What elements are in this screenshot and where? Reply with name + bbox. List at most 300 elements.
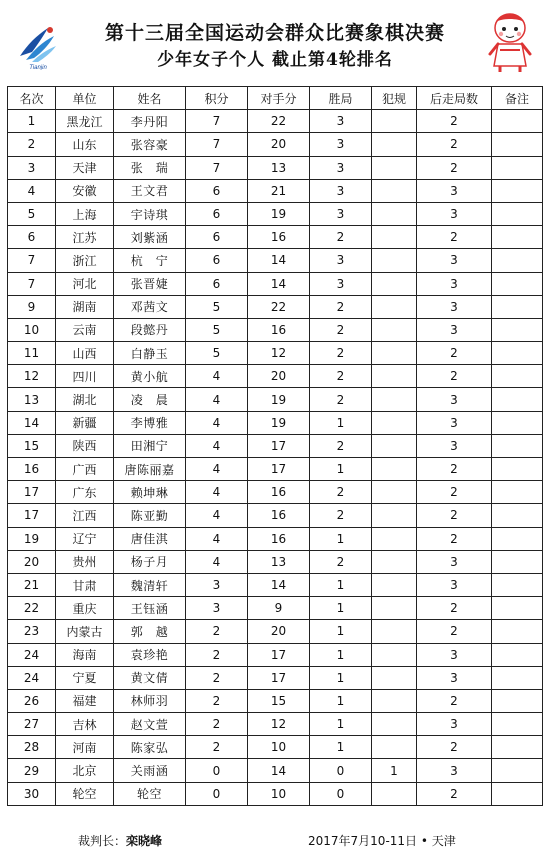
opponent-score-cell: 13 — [248, 550, 310, 573]
wins-cell: 2 — [310, 550, 372, 573]
table-row — [8, 458, 543, 481]
team-cell: 安徽 — [56, 179, 114, 202]
points-cell: 7 — [186, 110, 248, 133]
fouls-cell — [372, 713, 417, 736]
table-row — [8, 179, 543, 202]
opponent-score-cell: 19 — [248, 388, 310, 411]
column-header: 犯规 — [372, 87, 417, 110]
name-cell: 宇诗琪 — [114, 202, 186, 225]
table-row — [8, 689, 543, 712]
rank-cell: 5 — [8, 202, 56, 225]
remarks-cell — [492, 643, 543, 666]
remarks-cell — [492, 202, 543, 225]
remarks-cell — [492, 597, 543, 620]
rank-cell: 4 — [8, 179, 56, 202]
points-cell: 7 — [186, 133, 248, 156]
name-cell: 李博雅 — [114, 411, 186, 434]
fouls-cell — [372, 434, 417, 457]
black-games-cell: 2 — [417, 133, 492, 156]
table-row — [8, 133, 543, 156]
name-cell: 黄小航 — [114, 365, 186, 388]
name-cell: 唐佳淇 — [114, 527, 186, 550]
rank-cell: 21 — [8, 573, 56, 596]
name-cell: 刘紫涵 — [114, 226, 186, 249]
team-cell: 广东 — [56, 481, 114, 504]
points-cell: 4 — [186, 481, 248, 504]
team-cell: 山西 — [56, 342, 114, 365]
opponent-score-cell: 14 — [248, 272, 310, 295]
wins-cell: 1 — [310, 736, 372, 759]
opponent-score-cell: 12 — [248, 713, 310, 736]
team-cell: 福建 — [56, 689, 114, 712]
team-cell: 山东 — [56, 133, 114, 156]
remarks-cell — [492, 249, 543, 272]
name-cell: 关雨涵 — [114, 759, 186, 782]
table-row — [8, 782, 543, 805]
team-cell: 北京 — [56, 759, 114, 782]
team-cell: 甘肃 — [56, 573, 114, 596]
opponent-score-cell: 21 — [248, 179, 310, 202]
opponent-score-cell: 10 — [248, 782, 310, 805]
opponent-score-cell: 9 — [248, 597, 310, 620]
opponent-score-cell: 16 — [248, 481, 310, 504]
fouls-cell — [372, 643, 417, 666]
fouls-cell — [372, 527, 417, 550]
opponent-score-cell: 12 — [248, 342, 310, 365]
fouls-cell — [372, 411, 417, 434]
wins-cell: 1 — [310, 643, 372, 666]
wins-cell: 2 — [310, 342, 372, 365]
rank-cell: 27 — [8, 713, 56, 736]
wins-cell: 3 — [310, 179, 372, 202]
team-cell: 重庆 — [56, 597, 114, 620]
black-games-cell: 2 — [417, 110, 492, 133]
team-cell: 内蒙古 — [56, 620, 114, 643]
team-cell: 云南 — [56, 318, 114, 341]
black-games-cell: 2 — [417, 365, 492, 388]
wins-cell: 0 — [310, 759, 372, 782]
team-cell: 吉林 — [56, 713, 114, 736]
points-cell: 5 — [186, 342, 248, 365]
table-row — [8, 736, 543, 759]
remarks-cell — [492, 295, 543, 318]
fouls-cell — [372, 133, 417, 156]
remarks-cell — [492, 133, 543, 156]
points-cell: 6 — [186, 226, 248, 249]
team-cell: 贵州 — [56, 550, 114, 573]
black-games-cell: 3 — [417, 434, 492, 457]
page-title: 第十三届全国运动会群众比赛象棋决赛 — [104, 22, 445, 44]
points-cell: 4 — [186, 434, 248, 457]
page-subtitle: 少年女子个人 截止第4轮排名 — [157, 50, 393, 70]
black-games-cell: 2 — [417, 736, 492, 759]
points-cell: 6 — [186, 202, 248, 225]
name-cell: 林师羽 — [114, 689, 186, 712]
black-games-cell: 3 — [417, 550, 492, 573]
opponent-score-cell: 17 — [248, 666, 310, 689]
table-row — [8, 226, 543, 249]
opponent-score-cell: 16 — [248, 527, 310, 550]
column-header: 名次 — [8, 87, 56, 110]
remarks-cell — [492, 365, 543, 388]
black-games-cell: 3 — [417, 272, 492, 295]
points-cell: 3 — [186, 573, 248, 596]
wins-cell: 3 — [310, 133, 372, 156]
fouls-cell: 1 — [372, 759, 417, 782]
remarks-cell — [492, 318, 543, 341]
wins-cell: 1 — [310, 620, 372, 643]
judge-label: 裁判长： — [78, 834, 127, 848]
rank-cell: 26 — [8, 689, 56, 712]
name-cell: 袁珍艳 — [114, 643, 186, 666]
points-cell: 6 — [186, 179, 248, 202]
wins-cell: 1 — [310, 573, 372, 596]
name-cell: 张晋婕 — [114, 272, 186, 295]
team-cell: 新疆 — [56, 411, 114, 434]
table-row — [8, 759, 543, 782]
team-cell: 河南 — [56, 736, 114, 759]
fouls-cell — [372, 342, 417, 365]
wins-cell: 0 — [310, 782, 372, 805]
remarks-cell — [492, 504, 543, 527]
fouls-cell — [372, 318, 417, 341]
black-games-cell: 2 — [417, 226, 492, 249]
remarks-cell — [492, 110, 543, 133]
table-row — [8, 597, 543, 620]
black-games-cell: 3 — [417, 759, 492, 782]
table-row — [8, 388, 543, 411]
remarks-cell — [492, 736, 543, 759]
name-cell: 段懿丹 — [114, 318, 186, 341]
table-row — [8, 643, 543, 666]
name-cell: 陈家弘 — [114, 736, 186, 759]
points-cell: 3 — [186, 597, 248, 620]
rank-cell: 15 — [8, 434, 56, 457]
remarks-cell — [492, 411, 543, 434]
fouls-cell — [372, 156, 417, 179]
rank-cell: 11 — [8, 342, 56, 365]
fouls-cell — [372, 481, 417, 504]
fouls-cell — [372, 110, 417, 133]
wins-cell: 1 — [310, 689, 372, 712]
black-games-cell: 3 — [417, 295, 492, 318]
opponent-score-cell: 17 — [248, 458, 310, 481]
black-games-cell: 3 — [417, 318, 492, 341]
points-cell: 0 — [186, 782, 248, 805]
team-cell: 江苏 — [56, 226, 114, 249]
points-cell: 5 — [186, 295, 248, 318]
fouls-cell — [372, 179, 417, 202]
name-cell: 白静玉 — [114, 342, 186, 365]
rank-cell: 24 — [8, 643, 56, 666]
rank-cell: 7 — [8, 249, 56, 272]
remarks-cell — [492, 342, 543, 365]
name-cell: 陈亚勤 — [114, 504, 186, 527]
remarks-cell — [492, 458, 543, 481]
table-header-row — [8, 87, 543, 110]
black-games-cell: 2 — [417, 689, 492, 712]
opponent-score-cell: 14 — [248, 759, 310, 782]
name-cell: 李丹阳 — [114, 110, 186, 133]
opponent-score-cell: 19 — [248, 202, 310, 225]
points-cell: 2 — [186, 666, 248, 689]
black-games-cell: 2 — [417, 782, 492, 805]
remarks-cell — [492, 179, 543, 202]
team-cell: 黑龙江 — [56, 110, 114, 133]
name-cell: 凌 晨 — [114, 388, 186, 411]
name-cell: 邓茜文 — [114, 295, 186, 318]
name-cell: 杭 宁 — [114, 249, 186, 272]
team-cell: 浙江 — [56, 249, 114, 272]
fouls-cell — [372, 573, 417, 596]
team-cell: 上海 — [56, 202, 114, 225]
wins-cell: 2 — [310, 388, 372, 411]
rank-cell: 9 — [8, 295, 56, 318]
opponent-score-cell: 15 — [248, 689, 310, 712]
fouls-cell — [372, 202, 417, 225]
rank-cell: 2 — [8, 133, 56, 156]
remarks-cell — [492, 272, 543, 295]
black-games-cell: 3 — [417, 643, 492, 666]
opponent-score-cell: 22 — [248, 295, 310, 318]
table-row — [8, 249, 543, 272]
rank-cell: 22 — [8, 597, 56, 620]
name-cell: 赵文萱 — [114, 713, 186, 736]
points-cell: 4 — [186, 388, 248, 411]
column-header: 备注 — [492, 87, 543, 110]
rank-cell: 23 — [8, 620, 56, 643]
wins-cell: 2 — [310, 295, 372, 318]
rank-cell: 30 — [8, 782, 56, 805]
team-cell: 四川 — [56, 365, 114, 388]
rank-cell: 20 — [8, 550, 56, 573]
opponent-score-cell: 10 — [248, 736, 310, 759]
black-games-cell: 2 — [417, 458, 492, 481]
points-cell: 0 — [186, 759, 248, 782]
opponent-score-cell: 16 — [248, 504, 310, 527]
team-cell: 海南 — [56, 643, 114, 666]
table-row — [8, 110, 543, 133]
rank-cell: 17 — [8, 481, 56, 504]
name-cell: 田湘宁 — [114, 434, 186, 457]
table-row — [8, 550, 543, 573]
points-cell: 2 — [186, 643, 248, 666]
opponent-score-cell: 19 — [248, 411, 310, 434]
wins-cell: 3 — [310, 202, 372, 225]
black-games-cell: 3 — [417, 249, 492, 272]
column-header: 后走局数 — [417, 87, 492, 110]
black-games-cell: 2 — [417, 481, 492, 504]
rank-cell: 14 — [8, 411, 56, 434]
team-cell: 辽宁 — [56, 527, 114, 550]
remarks-cell — [492, 713, 543, 736]
rank-cell: 3 — [8, 156, 56, 179]
logo-caption: Tianjin — [29, 65, 47, 70]
fouls-cell — [372, 226, 417, 249]
fouls-cell — [372, 272, 417, 295]
team-cell: 轮空 — [56, 782, 114, 805]
table-row — [8, 573, 543, 596]
table-row — [8, 202, 543, 225]
rank-cell: 24 — [8, 666, 56, 689]
name-cell: 王钰涵 — [114, 597, 186, 620]
rank-cell: 12 — [8, 365, 56, 388]
remarks-cell — [492, 620, 543, 643]
games-emblem-logo — [14, 22, 62, 70]
points-cell: 4 — [186, 527, 248, 550]
rank-cell: 19 — [8, 527, 56, 550]
points-cell: 4 — [186, 411, 248, 434]
fouls-cell — [372, 736, 417, 759]
wins-cell: 2 — [310, 365, 372, 388]
rank-cell: 7 — [8, 272, 56, 295]
fouls-cell — [372, 388, 417, 411]
points-cell: 4 — [186, 504, 248, 527]
black-games-cell: 2 — [417, 597, 492, 620]
wins-cell: 2 — [310, 434, 372, 457]
wins-cell: 3 — [310, 272, 372, 295]
points-cell: 2 — [186, 713, 248, 736]
rank-cell: 29 — [8, 759, 56, 782]
rank-cell: 17 — [8, 504, 56, 527]
date-location: 2017年7月10-11日 • 天津 — [308, 834, 456, 848]
opponent-score-cell: 16 — [248, 226, 310, 249]
wins-cell: 1 — [310, 713, 372, 736]
team-cell: 陕西 — [56, 434, 114, 457]
black-games-cell: 3 — [417, 666, 492, 689]
black-games-cell: 2 — [417, 504, 492, 527]
fouls-cell — [372, 504, 417, 527]
remarks-cell — [492, 666, 543, 689]
fouls-cell — [372, 620, 417, 643]
wins-cell: 1 — [310, 411, 372, 434]
chief-referee — [78, 832, 162, 849]
remarks-cell — [492, 782, 543, 805]
standings-table — [7, 86, 543, 806]
column-header: 积分 — [186, 87, 248, 110]
table-row — [8, 295, 543, 318]
points-cell: 6 — [186, 249, 248, 272]
opponent-score-cell: 22 — [248, 110, 310, 133]
name-cell: 杨子月 — [114, 550, 186, 573]
black-games-cell: 3 — [417, 202, 492, 225]
name-cell: 郭 越 — [114, 620, 186, 643]
judge-name: 栾晓峰 — [126, 834, 163, 848]
wins-cell: 2 — [310, 318, 372, 341]
team-cell: 河北 — [56, 272, 114, 295]
name-cell: 唐陈丽嘉 — [114, 458, 186, 481]
team-cell: 江西 — [56, 504, 114, 527]
wins-cell: 2 — [310, 504, 372, 527]
points-cell: 2 — [186, 689, 248, 712]
team-cell: 湖北 — [56, 388, 114, 411]
wins-cell: 1 — [310, 666, 372, 689]
remarks-cell — [492, 689, 543, 712]
rank-cell: 16 — [8, 458, 56, 481]
team-cell: 湖南 — [56, 295, 114, 318]
fouls-cell — [372, 458, 417, 481]
name-cell: 轮空 — [114, 782, 186, 805]
rank-cell: 6 — [8, 226, 56, 249]
rank-cell: 10 — [8, 318, 56, 341]
fouls-cell — [372, 295, 417, 318]
points-cell: 7 — [186, 156, 248, 179]
black-games-cell: 2 — [417, 156, 492, 179]
table-row — [8, 318, 543, 341]
table-row — [8, 156, 543, 179]
opponent-score-cell: 13 — [248, 156, 310, 179]
wins-cell: 3 — [310, 110, 372, 133]
points-cell: 2 — [186, 736, 248, 759]
opponent-score-cell: 17 — [248, 643, 310, 666]
table-row — [8, 272, 543, 295]
remarks-cell — [492, 388, 543, 411]
name-cell: 黄文倩 — [114, 666, 186, 689]
fouls-cell — [372, 597, 417, 620]
opponent-score-cell: 14 — [248, 249, 310, 272]
fouls-cell — [372, 666, 417, 689]
table-row — [8, 481, 543, 504]
black-games-cell: 3 — [417, 179, 492, 202]
name-cell: 张 瑞 — [114, 156, 186, 179]
remarks-cell — [492, 434, 543, 457]
remarks-cell — [492, 573, 543, 596]
table-row — [8, 504, 543, 527]
column-header: 胜局 — [310, 87, 372, 110]
table-row — [8, 527, 543, 550]
wins-cell: 2 — [310, 481, 372, 504]
black-games-cell: 3 — [417, 573, 492, 596]
opponent-score-cell: 20 — [248, 620, 310, 643]
points-cell: 4 — [186, 458, 248, 481]
wins-cell: 3 — [310, 156, 372, 179]
opponent-score-cell: 16 — [248, 318, 310, 341]
wins-cell: 1 — [310, 597, 372, 620]
points-cell: 6 — [186, 272, 248, 295]
team-cell: 宁夏 — [56, 666, 114, 689]
remarks-cell — [492, 527, 543, 550]
name-cell: 王文君 — [114, 179, 186, 202]
opponent-score-cell: 20 — [248, 133, 310, 156]
wins-cell: 1 — [310, 527, 372, 550]
fouls-cell — [372, 249, 417, 272]
rank-cell: 28 — [8, 736, 56, 759]
team-cell: 广西 — [56, 458, 114, 481]
table-row — [8, 713, 543, 736]
table-row — [8, 342, 543, 365]
remarks-cell — [492, 481, 543, 504]
column-header: 单位 — [56, 87, 114, 110]
black-games-cell: 3 — [417, 713, 492, 736]
opponent-score-cell: 14 — [248, 573, 310, 596]
opponent-score-cell: 20 — [248, 365, 310, 388]
points-cell: 5 — [186, 318, 248, 341]
black-games-cell: 2 — [417, 342, 492, 365]
table-row — [8, 411, 543, 434]
black-games-cell: 2 — [417, 620, 492, 643]
remarks-cell — [492, 759, 543, 782]
wins-cell: 2 — [310, 226, 372, 249]
points-cell: 2 — [186, 620, 248, 643]
table-row — [8, 620, 543, 643]
fouls-cell — [372, 365, 417, 388]
team-cell: 天津 — [56, 156, 114, 179]
black-games-cell: 3 — [417, 388, 492, 411]
fouls-cell — [372, 782, 417, 805]
name-cell: 赖坤琳 — [114, 481, 186, 504]
points-cell: 4 — [186, 365, 248, 388]
remarks-cell — [492, 156, 543, 179]
